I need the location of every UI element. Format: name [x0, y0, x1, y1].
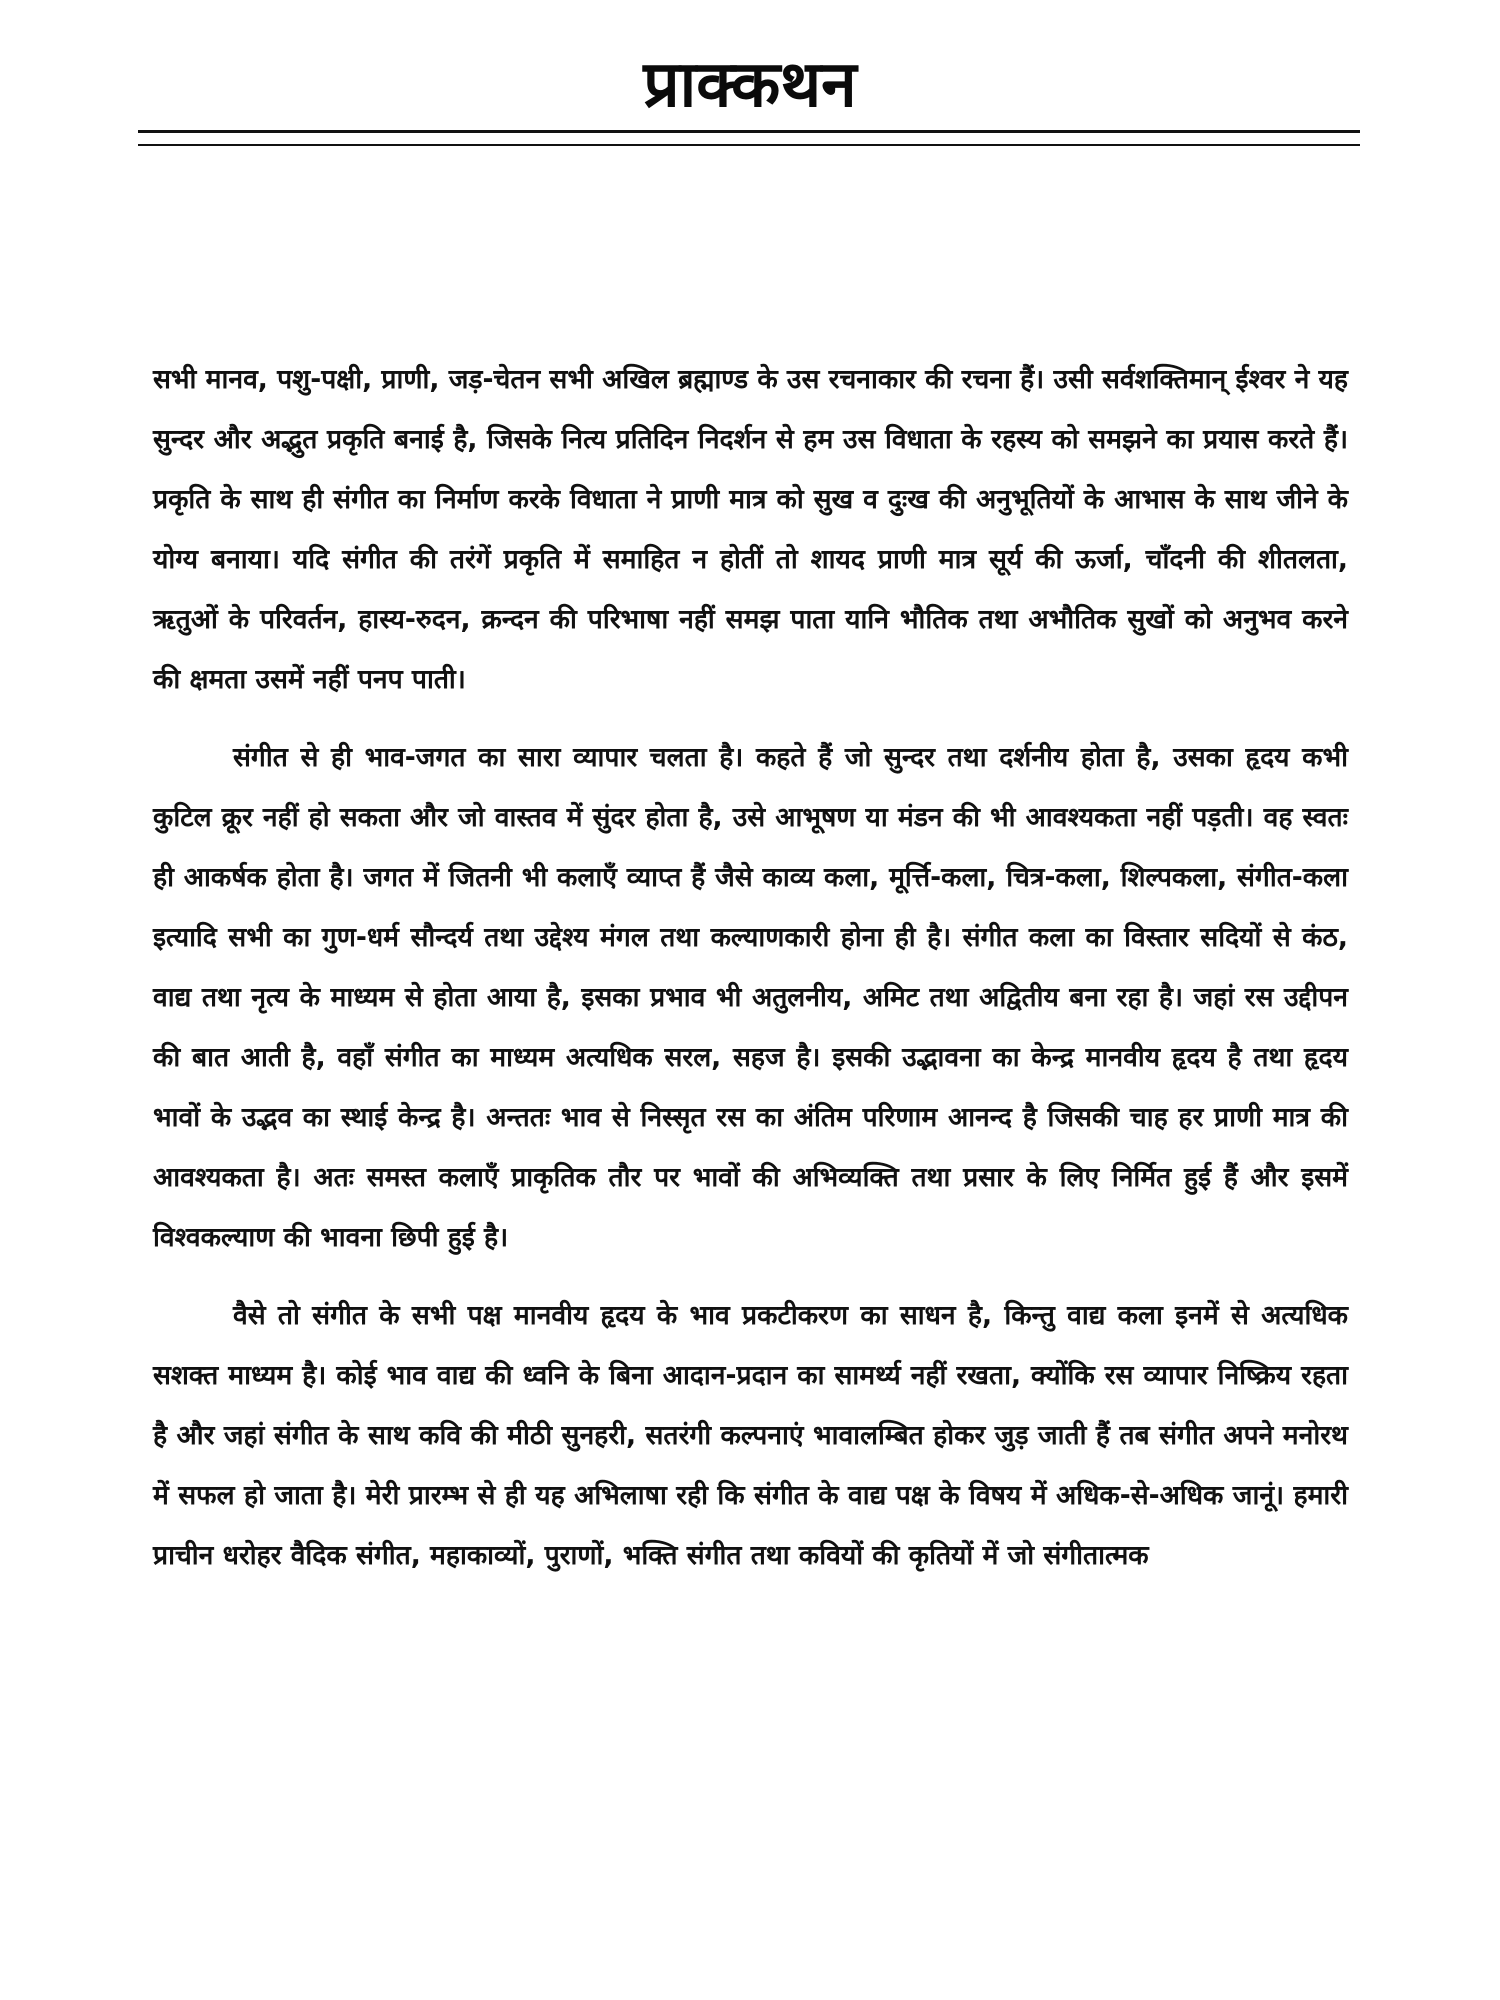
title-underline-thin [138, 144, 1360, 146]
paragraph-2: संगीत से ही भाव-जगत का सारा व्यापार चलता है। कहते हैं जो सुन्दर तथा दर्शनीय होता है, उसका हृदय कभी कुटिल क्रूर नहीं हो सकता और जो वास्तव में सुंदर होता है, उसे आभूषण या मंडन की भी आवश्यकता नहीं पड़ती। वह स्वतः ही आकर्षक होता है। जगत में जितनी भी कलाएँ व्याप्त हैं जैसे काव्य कला, मूर्त्ति-कला, चित्र-कला, शिल्पकला, संगीत-कला इत्यादि सभी का गुण-धर्म सौन्दर्य तथा उद्देश्य मंगल तथा कल्याणकारी होना ही है। संगीत कला का विस्तार सदियों से कंठ, वाद्य तथा नृत्य के माध्यम से होता आया है, इसका प्रभाव भी अतुलनीय, अमिट तथा अद्वितीय बना रहा है। जहां रस उद्दीपन की बात आती है, वहाँ संगीत का माध्यम अत्यधिक सरल, सहज है। इसकी उद्भावना का केन्द्र मानवीय हृदय है तथा हृदय भावों के उद्भव का स्थाई केन्द्र है। अन्ततः भाव से निस्सृत रस का अंतिम परिणाम आनन्द है जिसकी चाह हर प्राणी मात्र की आवश्यकता है। अतः समस्त कलाएँ प्राकृतिक तौर पर भावों की अभिव्यक्ति तथा प्रसार के लिए निर्मित हुई हैं और इसमें विश्वकल्याण की भावना छिपी हुई है। [153, 742, 1348, 1253]
title-underline-thick [138, 130, 1360, 133]
paragraph-1: सभी मानव, पशु-पक्षी, प्राणी, जड़-चेतन सभी अखिल ब्रह्माण्ड के उस रचनाकार की रचना हैं। उसी सर्वशक्तिमान् ईश्वर ने यह सुन्दर और अद्भुत प्रकृति बनाई है, जिसके नित्य प्रतिदिन निदर्शन से हम उस विधाता के रहस्य को समझने का प्रयास करते हैं। प्रकृति के साथ ही संगीत का निर्माण करके विधाता ने प्राणी मात्र को सुख व दुःख की अनुभूतियों के आभास के साथ जीने के योग्य बनाया। यदि संगीत की तरंगें प्रकृति में समाहित न होतीं तो शायद प्राणी मात्र सूर्य की ऊर्जा, चाँदनी की शीतलता, ऋतुओं के परिवर्तन, हास्य-रुदन, क्रन्दन की परिभाषा नहीं समझ पाता यानि भौतिक तथा अभौतिक सुखों को अनुभव करने की क्षमता उसमें नहीं पनप पाती। [153, 364, 1348, 695]
body-text [153, 350, 1348, 1604]
paragraph-3: वैसे तो संगीत के सभी पक्ष मानवीय हृदय के भाव प्रकटीकरण का साधन है, किन्तु वाद्य कला इनमें से अत्यधिक सशक्त माध्यम है। कोई भाव वाद्य की ध्वनि के बिना आदान-प्रदान का सामर्थ्य नहीं रखता, क्योंकि रस व्यापार निष्क्रिय रहता है और जहां संगीत के साथ कवि की मीठी सुनहरी, सतरंगी कल्पनाएं भावालम्बित होकर जुड़ जाती हैं तब संगीत अपने मनोरथ में सफल हो जाता है। मेरी प्रारम्भ से ही यह अभिलाषा रही कि संगीत के वाद्य पक्ष के विषय में अधिक-से-अधिक जानूं। हमारी प्राचीन धरोहर वैदिक संगीत, महाकाव्यों, पुराणों, भक्ति संगीत तथा कवियों की कृतियों में जो संगीतात्मक [153, 1300, 1348, 1571]
page-title: प्राक्कथन [643, 48, 857, 122]
